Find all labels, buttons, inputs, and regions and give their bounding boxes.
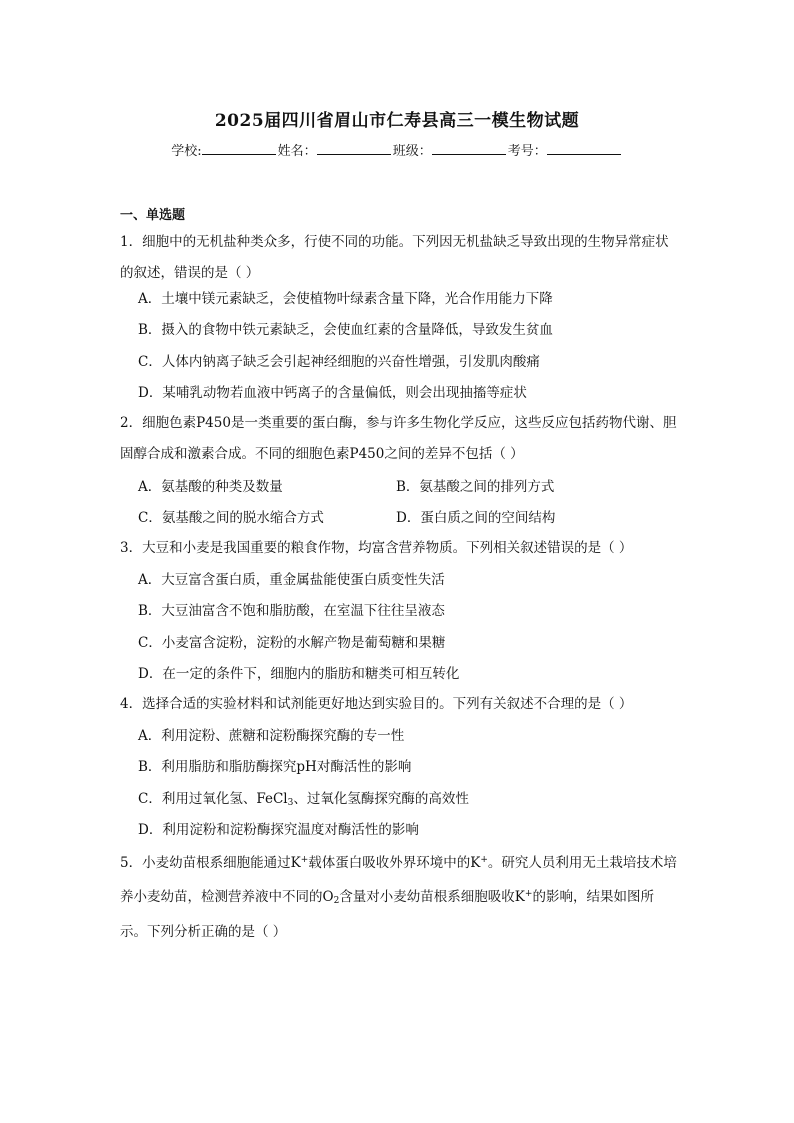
question-1-option-a: A．土壤中镁元素缺乏，会使植物叶绿素含量下降，光合作用能力下降	[138, 291, 553, 307]
question-4-option-d: D．利用淀粉和淀粉酶探究温度对酶活性的影响	[138, 822, 419, 838]
class-label: 班级：	[392, 144, 432, 159]
question-5-text-3: 。研究人员利用无土栽培技术培养小麦幼苗，检测营养液中不同的O	[120, 855, 677, 905]
exam-no-blank[interactable]	[547, 142, 621, 155]
question-2-stem: 2．细胞色素P450是一类重要的蛋白酶，参与许多生物化学反应，这些反应包括药物代谢、胆固醇合成和激素合成。不同的细胞色素P450之间的差异不包括（ ）	[120, 415, 677, 462]
question-1-stem: 1．细胞中的无机盐种类众多，行使不同的功能。下列因无机盐缺乏导致出现的生物异常症状的叙述，错误的是（ ）	[120, 234, 669, 281]
question-1-option-d: D．某哺乳动物若血液中钙离子的含量偏低，则会出现抽搐等症状	[138, 385, 527, 401]
question-2-option-a: A．氨基酸的种类及数量	[138, 479, 283, 495]
name-label: 姓名：	[277, 144, 317, 159]
school-label: 学校:	[171, 144, 202, 159]
exam-no-label: 考号：	[507, 144, 547, 159]
question-5-subscript: 2	[333, 896, 340, 906]
question-4-stem: 4．选择合适的实验材料和试剂能更好地达到实验目的。下列有关叙述不合理的是（ ）	[120, 696, 633, 712]
section-heading: 一、单选题	[120, 208, 186, 223]
exam-title: 2025届四川省眉山市仁寿县高三一模生物试题	[214, 111, 580, 131]
question-3-option-c: C．小麦富含淀粉，淀粉的水解产物是葡萄糖和果糖	[138, 635, 446, 651]
question-5-stem	[120, 845, 680, 948]
student-info-line	[0, 140, 794, 159]
question-4-option-c-text-2: 、过氧化氢酶探究酶的高效性	[293, 791, 469, 807]
question-2-option-d: D．蛋白质之间的空间结构	[396, 510, 556, 526]
question-4-option-c-text-1: C．利用过氧化氢、FeCl	[138, 791, 288, 807]
question-3-option-b: B．大豆油富含不饱和脂肪酸，在室温下往往呈液态	[138, 603, 445, 619]
question-4-option-a: A．利用淀粉、蔗糖和淀粉酶探究酶的专一性	[138, 728, 405, 744]
question-4-option-c	[138, 789, 469, 813]
question-1-option-b: B．摄入的食物中铁元素缺乏，会使血红素的含量降低，导致发生贫血	[138, 322, 553, 338]
question-5-superscript-3: +	[524, 889, 533, 899]
question-4-option-b: B．利用脂肪和脂肪酶探究pH对酶活性的影响	[138, 759, 412, 775]
question-2-option-c: C．氨基酸之间的脱水缩合方式	[138, 510, 324, 526]
school-blank[interactable]	[202, 142, 276, 155]
question-5-text-4: 含量对小麦幼苗根系细胞吸收K	[339, 889, 525, 905]
question-3-option-a: A．大豆富含蛋白质，重金属盐能使蛋白质变性失活	[138, 572, 445, 588]
class-blank[interactable]	[432, 142, 506, 155]
question-5-text-2: 载体蛋白吸收外界环境中的K	[308, 855, 481, 871]
question-5-superscript-2: +	[480, 855, 488, 865]
name-blank[interactable]	[317, 142, 391, 155]
question-3-option-d: D．在一定的条件下，细胞内的脂肪和糖类可相互转化	[138, 666, 460, 682]
question-3-stem: 3．大豆和小麦是我国重要的粮食作物，均富含营养物质。下列相关叙述错误的是（ ）	[120, 540, 633, 556]
question-5-superscript-1: +	[300, 855, 309, 865]
question-5-text-1: 5．小麦幼苗根系细胞能通过K	[120, 855, 301, 871]
question-4-option-c-subscript: 3	[287, 798, 294, 808]
question-5-text-5: 的影响，结果如图所示。下列分析正确的是（ ）	[120, 889, 654, 940]
question-1-option-c: C．人体内钠离子缺乏会引起神经细胞的兴奋性增强，引发肌肉酸痛	[138, 354, 540, 370]
question-2-option-b: B．氨基酸之间的排列方式	[396, 479, 555, 495]
